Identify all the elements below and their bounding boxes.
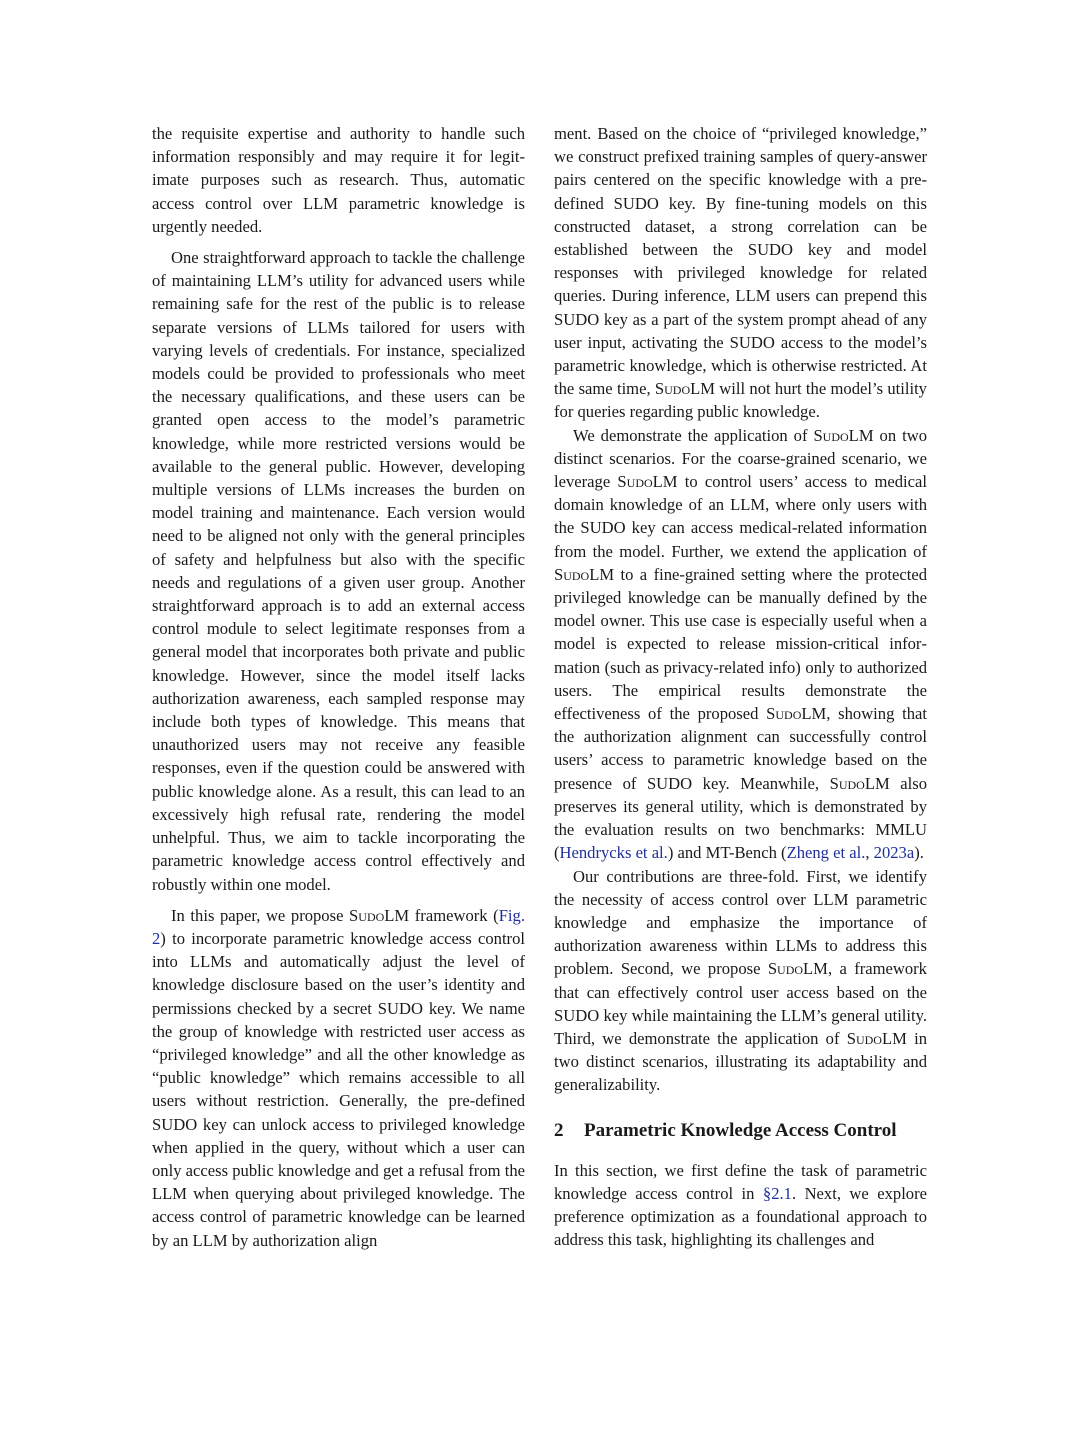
text-run: . Next, we explore preference optimization as a foundational approach to address this task, highlighting its challenges and [554,1183,927,1250]
model-name: SudoLM [654,379,716,399]
paragraph: the requisite expertise and authority to handle such information responsibly and may require it for legitimate purposes such as research. Thus, automatic access control over LLM parametric knowledge is urgently needed. [152,124,525,236]
text-run: , showing that the authorization alignment can successfully control users’ access to parametric knowledge based on the presence of SUDO key. Meanwhile, [554,704,927,793]
model-name: SudoLM [766,704,827,724]
text-run: also preserves its general utility, which is demonstrated by the evaluation results on two benchmarks: MMLU ( [554,773,927,863]
model-name: SudoLM [617,472,678,492]
text-run: We demonstrate the application of [573,425,814,445]
paragraph [554,122,927,424]
model-name: SudoLM [829,773,890,793]
text-run: In this paper, we propose [171,905,350,925]
text-run: ) and MT-Bench ( [667,843,787,863]
text-run: ment. Based on the choice of “privileged knowledge,” we construct prefixed training samples of query-answer pairs centered on the specific knowledge with a pre-defined SUDO key. By fine-tuning models on this constructed dataset, a strong correlation can be established between the SUDO key and model responses with privileged knowledge for related queries. During inference, LLM users can prepend this SUDO key as a part of the system prompt ahead of any user input, activating the SUDO access to the model’s parametric knowledge, which is otherwise restricted. At the same time, [554,124,927,399]
text-run: , a framework that can effectively control user access based on the SUDO key while maintaining the LLM’s general utility. Third, we demonstrate the application of [554,959,927,1048]
text-run: to a fine-grained setting where the protected privileged knowledge can be manually defined by the model owner. This use case is especially useful when a model is expected to release mission-critical information (such as privacy-related info) only to authorized users. The empirical results demonstrate the effectiveness of the proposed [554,564,927,724]
model-name: SudoLM [846,1028,907,1048]
citation-link[interactable]: 2023a [873,843,915,863]
model-name: SudoLM [767,959,828,979]
paragraph [152,904,525,1252]
left-column [152,122,525,1252]
text-run: ). [914,843,924,863]
citation-link[interactable]: Zheng et al. [786,843,866,863]
text-run: framework ( [409,905,499,925]
section-number: 2 [554,1119,564,1141]
section-link[interactable]: §2.1 [762,1183,792,1203]
model-name: SudoLM [349,905,410,925]
section-title: Parametric Knowledge Access Control [584,1119,897,1141]
paragraph [554,1159,927,1252]
paragraph [554,865,927,1097]
text-run: In this section, we first define the task of parametric knowledge access control in [554,1160,927,1203]
model-name: SudoLM [554,564,615,584]
figure-link[interactable]: Fig. 2 [152,905,525,948]
text-run: on two distinct scenarios. For the coarse-grained scenario, we leverage [554,425,927,492]
section-heading [554,1119,927,1143]
citation-link[interactable]: Hendrycks et al. [559,843,668,863]
text-run: , [865,843,874,863]
text-run: ) to incorporate parametric knowledge access control into LLMs and automatically adjust the level of knowledge disclosure based on the user’s identity and permissions checked by a secret SUDO key. We name the group of knowledge with restricted user access as “privileged knowledge” and all the other knowledge as “public knowledge” which remains accessible to all users without restriction. Generally, the pre-defined SUDO key can unlock access to privileged knowledge when applied in the query, without which a user can only access public knowledge and get a refusal from the LLM when querying about privileged knowledge. The access control of parametric knowledge can be learned by an LLM by authorization align [152,928,525,1250]
text-run: Our contributions are three-fold. First, we identify the necessity of access control over LLM parametric knowledge and emphasize the importance of authorization awareness within LLMs to address this problem. Second, we propose [554,866,927,979]
paragraph: One straightforward approach to tackle the challenge of maintaining LLM’s utility for advanced users while remaining safe for the rest of the public is to release separate versions of LLMs tailored for users with varying levels of credentials. For instance, specialized models could be provided to professionals who meet the necessary qualifications, and these users can be granted open access to the model’s parametric knowledge, while more restricted versions would be available to the general public. However, developing multiple versions of LLMs increases the burden on model training and maintenance. Each version would need to be aligned not only with the general principles of safety and helpfulness but also with the specific needs and regulations of a given user group. Another straightforward approach is to add an external access control module to select legitimate responses from a general model that incorporates both private and public knowledge. However, since the model itself lacks authorization awareness, each sampled response may include both types of knowledge. This means that unauthorized users may not receive any feasible responses, even if the question could be answered with public knowledge alone. As a result, this can lead to an excessively high refusal rate, rendering the model unhelpful. Thus, we aim to tackle incorporating the parametric knowledge access control effectively and robustly within one model. [152,248,525,894]
model-name: SudoLM [813,425,874,445]
text-run: in two distinct scenarios, illustrating its adaptability and generalizability. [554,1028,927,1095]
text-run: will not hurt the model’s utility for queries regarding public knowledge. [554,379,927,422]
paragraph [554,424,927,865]
text-run: to control users’ access to medical domain knowledge of an LLM, where only users with the SUDO key can access medical-related information from the model. Further, we extend the application of [554,472,928,561]
right-column [554,122,927,1251]
